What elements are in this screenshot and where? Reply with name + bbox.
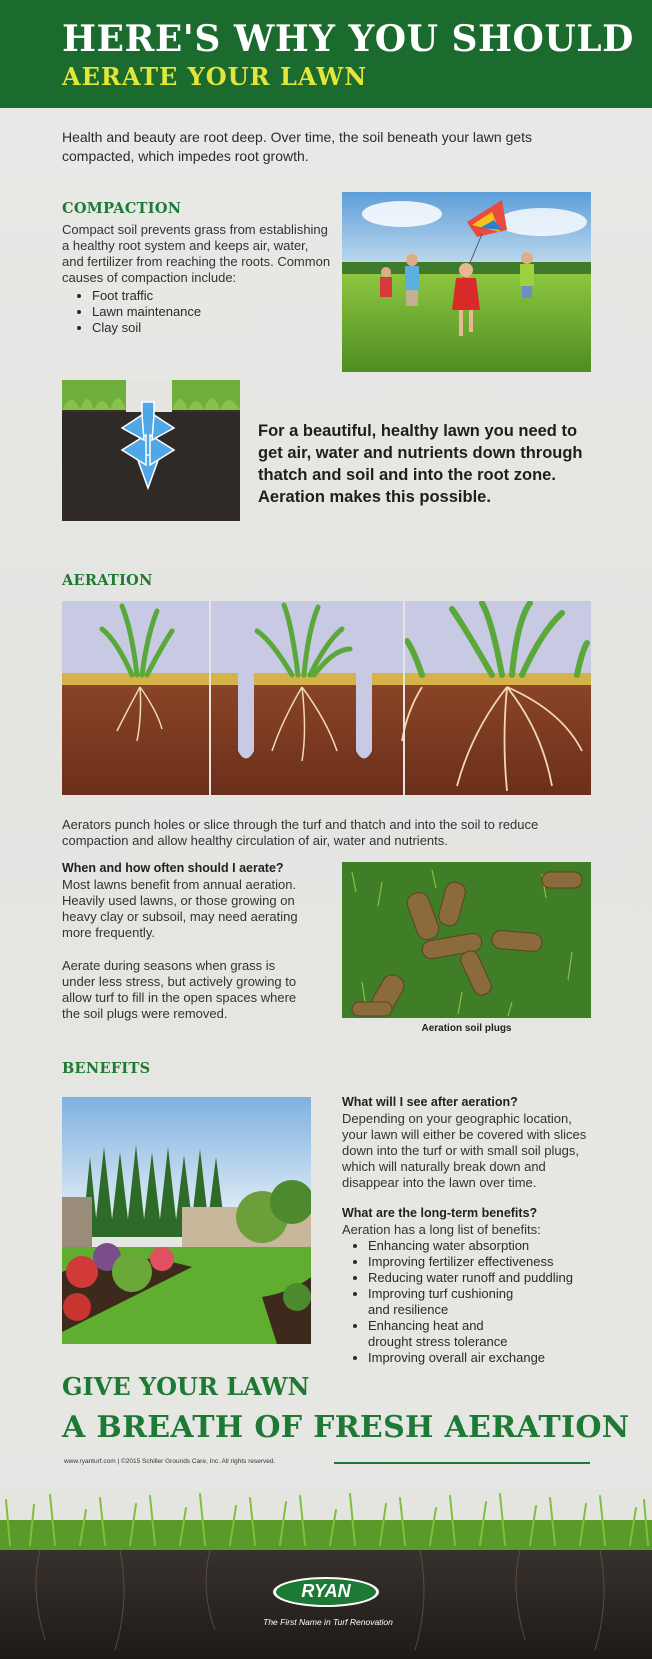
benefits-heading: BENEFITS bbox=[62, 1060, 151, 1077]
footer-credits: www.ryanturf.com | ©2015 Schiller Grounds Care, Inc. All rights reserved. bbox=[64, 1458, 276, 1465]
header-banner bbox=[0, 0, 652, 108]
plugs-caption: Aeration soil plugs bbox=[421, 1023, 512, 1034]
list-item: • Improving fertilizer effectiveness bbox=[368, 1254, 608, 1270]
logo-text: RYAN bbox=[301, 1581, 351, 1601]
page-subtitle: AERATE YOUR LAWN bbox=[62, 62, 368, 91]
children-running-photo bbox=[342, 192, 591, 372]
aeration-heading: AERATION bbox=[62, 572, 153, 589]
long-intro: Aeration has a long list of benefits: bbox=[342, 1222, 541, 1237]
key-statement: For a beautiful, healthy lawn you need to get air, water and nutrients down through thatch and soil and into the root zone. Aeration makes this possible. bbox=[258, 422, 583, 506]
long-question: What are the long-term benefits? bbox=[342, 1206, 538, 1220]
list-item: • Improving turf cushioning and resilience bbox=[368, 1286, 518, 1318]
compaction-list bbox=[62, 288, 332, 336]
seasons-advice: Aerate during seasons when grass is under less stress, but actively growing to allow turf to fill in the open spaces where the soil plugs were removed. bbox=[62, 958, 297, 1021]
list-item: • Enhancing heat and drought stress tolerance bbox=[368, 1318, 528, 1350]
list-item: • Enhancing water absorption bbox=[368, 1238, 608, 1254]
backyard-garden-photo bbox=[62, 1097, 311, 1344]
intro-text: Health and beauty are root deep. Over time, the soil beneath your lawn gets compacted, which impedes root growth. bbox=[62, 129, 533, 164]
benefits-list bbox=[342, 1238, 608, 1366]
cta-line2: A BREATH OF FRESH AERATION bbox=[62, 1410, 630, 1445]
when-answer: Most lawns benefit from annual aeration. Heavily used lawns, or those growing on heavy clay or subsoil, may need aerating more frequently. bbox=[62, 877, 298, 940]
list-item: • Lawn maintenance bbox=[92, 304, 332, 320]
when-question: When and how often should I aerate? bbox=[62, 861, 284, 875]
list-item: • Reducing water runoff and puddling bbox=[368, 1270, 608, 1286]
brand-tagline: The First Name in Turf Renovation bbox=[263, 1617, 393, 1627]
footer-divider bbox=[334, 1462, 590, 1464]
list-item: • Improving overall air exchange bbox=[368, 1350, 608, 1366]
see-question: What will I see after aeration? bbox=[342, 1095, 518, 1109]
soil-airflow-illustration bbox=[62, 380, 240, 521]
list-item: • Foot traffic bbox=[92, 288, 332, 304]
compaction-body: Compact soil prevents grass from establishing a healthy root system and keeps air, water, and fertilizer from reaching the roots. Common causes of compaction include: bbox=[62, 222, 331, 285]
soil-plugs-photo bbox=[342, 862, 591, 1018]
cta-line1: GIVE YOUR LAWN bbox=[62, 1372, 310, 1401]
compaction-heading: COMPACTION bbox=[62, 200, 182, 217]
list-item: • Clay soil bbox=[92, 320, 332, 336]
aeration-description: Aerators punch holes or slice through the turf and thatch and into the soil to reduce compaction and allow healthy circulation of air, water and nutrients. bbox=[62, 817, 539, 848]
ryan-logo bbox=[272, 1576, 380, 1608]
grass-soil-footer bbox=[0, 1490, 652, 1659]
aeration-root-diagram bbox=[62, 601, 591, 795]
see-answer: Depending on your geographic location, your lawn will either be covered with slices down into the turf or with small soil plugs, which will naturally break down and disappear into the lawn over time. bbox=[342, 1111, 587, 1190]
page-title: HERE'S WHY YOU SHOULD bbox=[62, 18, 634, 60]
